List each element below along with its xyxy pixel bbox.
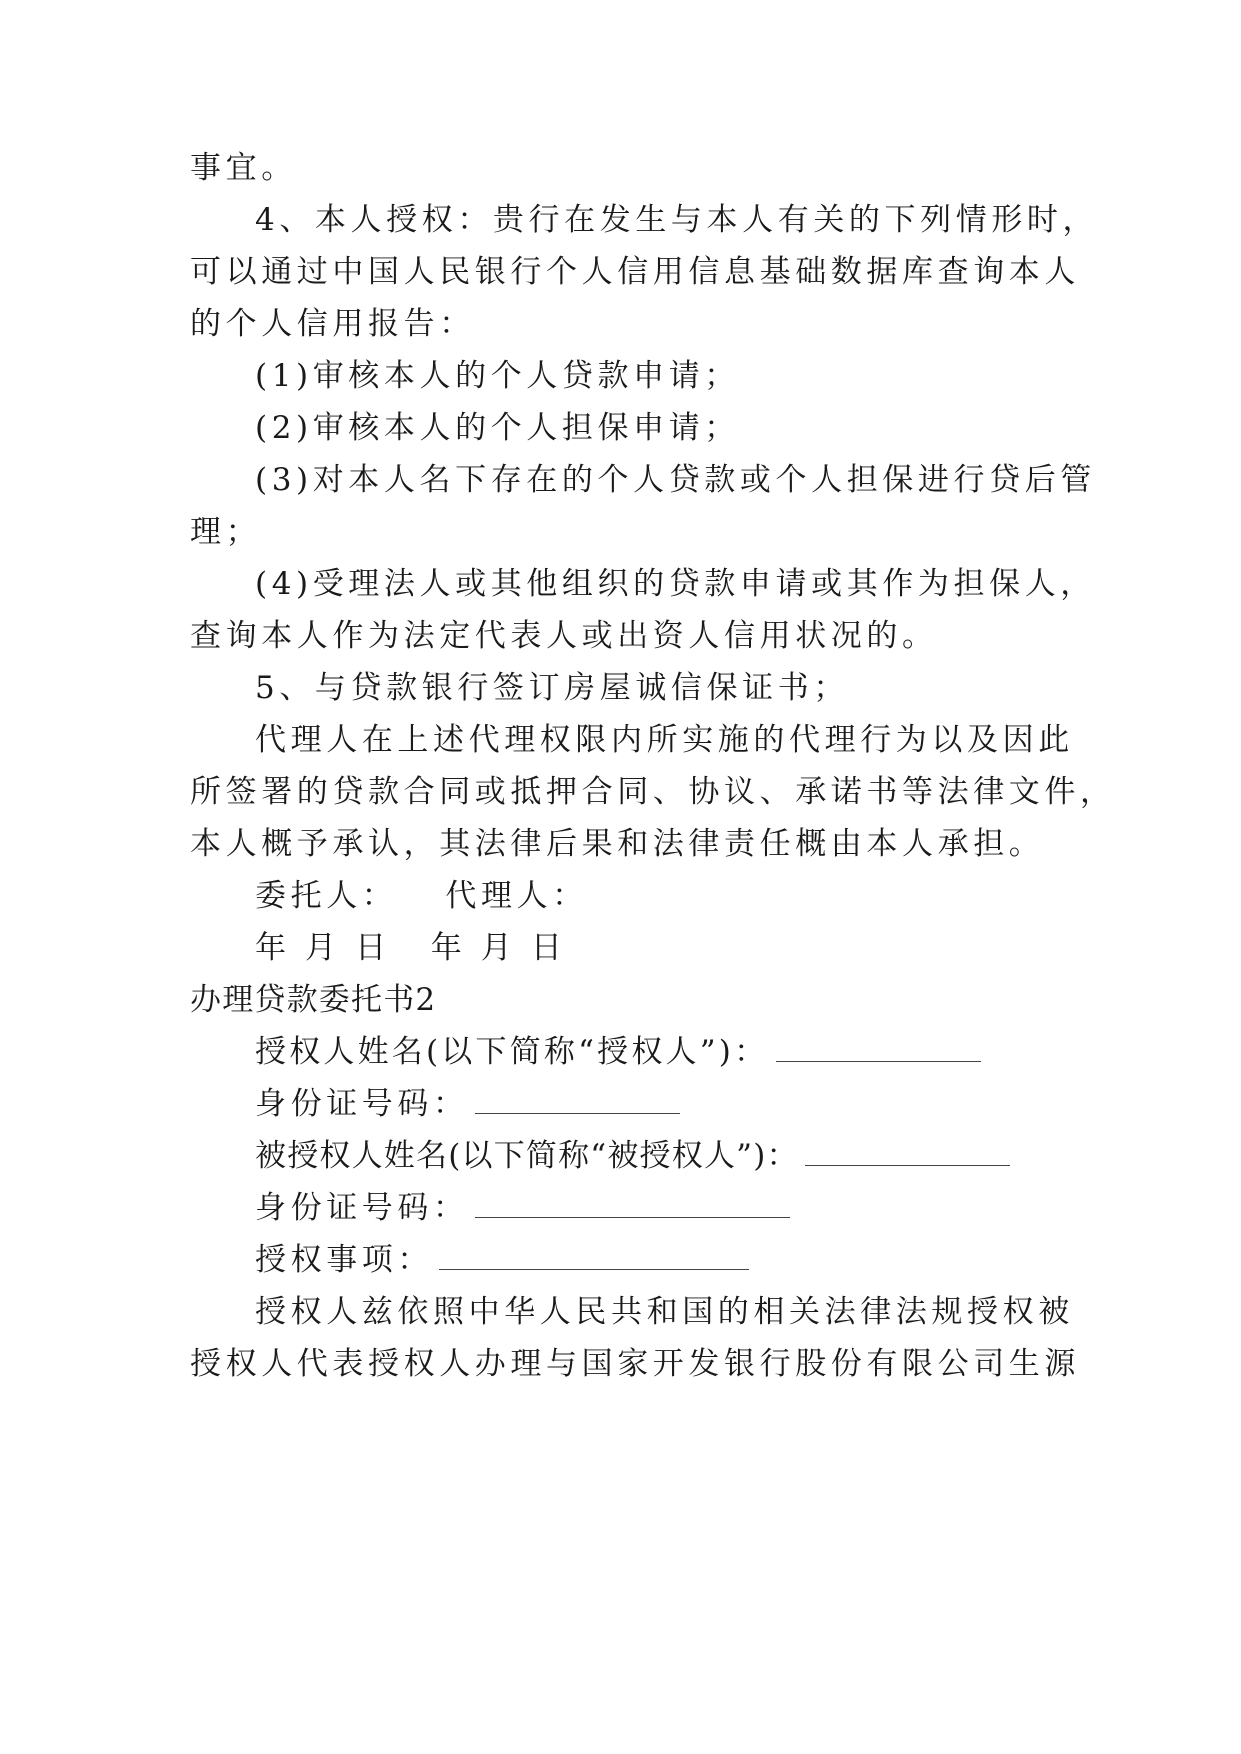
form-row-grantee-id — [255, 1188, 790, 1228]
text-line: 可以通过中国人民银行个人信用信息基础数据库查询本人 — [190, 254, 1080, 290]
grantor-name-blank — [776, 1037, 981, 1062]
text-line: 授权人代表授权人办理与国家开发银行股份有限公司生源 — [190, 1346, 1080, 1382]
principal-date: 年 月 日 — [255, 930, 391, 966]
form-row-grantor-id — [255, 1084, 680, 1124]
text-line: 本人概予承认，其法律后果和法律责任概由本人承担。 — [190, 826, 1045, 862]
grantee-id-blank — [475, 1193, 790, 1218]
authorized-matters-label: 授权事项： — [255, 1242, 433, 1278]
signature-labels-row — [255, 876, 588, 916]
grantee-id-label: 身份证号码： — [255, 1190, 469, 1226]
text-line: (2)审核本人的个人担保申请； — [255, 410, 740, 446]
text-line: 授权人兹依照中华人民共和国的相关法律法规授权被 — [255, 1294, 1074, 1330]
text-line: (4)受理法人或其他组织的贷款申请或其作为担保人， — [255, 566, 1096, 602]
text-line: 所签署的贷款合同或抵押合同、协议、承诺书等法律文件， — [190, 774, 1116, 810]
agent-date: 年 月 日 — [430, 930, 567, 966]
principal-label: 委托人： — [255, 878, 398, 914]
agent-label: 代理人： — [445, 878, 588, 914]
text-line: 5、与贷款银行签订房屋诚信保证书； — [255, 670, 849, 706]
date-row — [255, 928, 566, 968]
grantor-id-blank — [475, 1089, 680, 1114]
grantor-name-label: 授权人姓名(以下简称“授权人”)： — [255, 1034, 769, 1070]
text-line: (1)审核本人的个人贷款申请； — [255, 358, 740, 394]
form-row-grantee-name — [255, 1136, 1010, 1176]
text-line: 理； — [190, 514, 262, 550]
form-row-authorized-matters — [255, 1240, 749, 1280]
section-title: 办理贷款委托书2 — [190, 982, 437, 1018]
text-line: 事宜。 — [190, 150, 297, 186]
form-row-grantor-name — [255, 1032, 981, 1072]
grantee-name-label: 被授权人姓名(以下简称“被授权人”)： — [255, 1138, 799, 1174]
grantor-id-label: 身份证号码： — [255, 1086, 469, 1122]
text-line: 4、本人授权：贵行在发生与本人有关的下列情形时， — [255, 202, 1099, 238]
text-line: 查询本人作为法定代表人或出资人信用状况的。 — [190, 618, 938, 654]
text-line: 代理人在上述代理权限内所实施的代理行为以及因此 — [255, 722, 1074, 758]
grantee-name-blank — [805, 1141, 1010, 1166]
text-line: 的个人信用报告： — [190, 306, 475, 342]
text-line: (3)对本人名下存在的个人贷款或个人担保进行贷后管 — [255, 462, 1096, 498]
authorized-matters-blank — [439, 1245, 749, 1270]
